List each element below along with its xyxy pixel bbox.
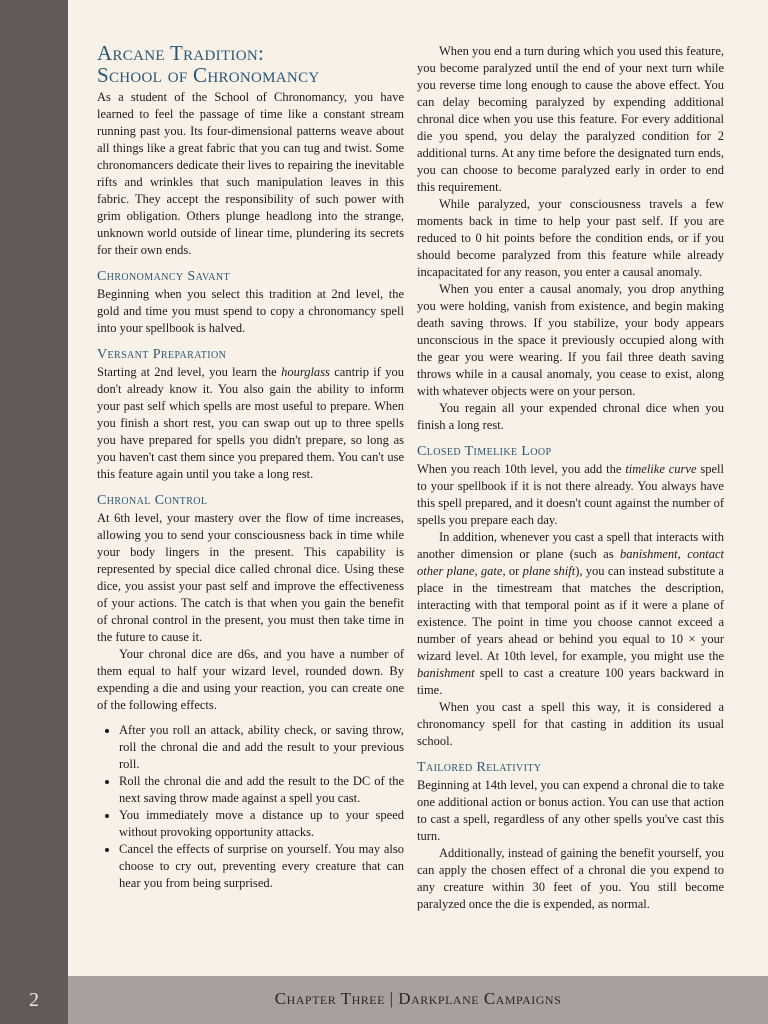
title-line-1: Arcane Tradition:: [97, 41, 265, 65]
page-number: 2: [29, 989, 39, 1011]
causal-anomaly-paragraph: When you enter a causal anomaly, you drop anything you were holding, vanish from existence, and begin making death saving throws. If you stabilize, your body appears unconscious in the space it previously occupied along with the gear you were wearing. If you fail three death saving throws while in a causal anomaly, you cease to exist, along with whatever objects were on your person.: [417, 282, 724, 398]
page-number-box: [0, 976, 68, 1024]
regain-paragraph: You regain all your expended chronal dice when you finish a long rest.: [417, 401, 724, 432]
section-title: [97, 42, 404, 86]
chronal-paragraph-1: At 6th level, your mastery over the flow of time increases, allowing you to send your consciousness back in time while your body lingers in the present. This capability is represented by special dice called chronal dice. Using these dice, you assist your past self and improve the effectiveness of your actions. The catch is that when you gain the benefit of chronal control in the present, you must then take time in the future to cause it.: [97, 511, 404, 644]
heading-tailored-relativity: Tailored Relativity: [417, 760, 542, 775]
list-item: • You immediately move a distance up to your speed without provoking opportunity attacks.: [119, 807, 404, 841]
closed-paragraph-1: When you reach 10th level, you add the timelike curve spell to your spellbook if it is not there already. You always have this spell prepared, and it doesn't count against the number of spells you prepare each day.: [417, 462, 724, 527]
heading-versant-preparation: Versant Preparation: [97, 347, 227, 362]
list-item: • Cancel the effects of surprise on yourself. You may also choose to cry out, preventing every creature that can hear you from being surprised.: [119, 841, 404, 892]
title-line-2: School of Chronomancy: [97, 63, 320, 87]
chronal-paragraph-2: Your chronal dice are d6s, and you have a number of them equal to half your wizard level, rounded down. By expending a die and using your reaction, you can create one of the following effects.: [97, 647, 404, 712]
paralyzed-paragraph: When you end a turn during which you used this feature, you become paralyzed until the end of your next turn while you reverse time long enough to cause the above effect. You can delay becoming paralyzed by expending additional chronal dice when you use this feature. For every additional die you spend, you delay the paralyzed condition for 2 additional turns. At any time before the designated turn ends, you can choose to become paralyzed early in order to end this requirement.: [417, 44, 724, 194]
heading-chronomancy-savant: Chronomancy Savant: [97, 269, 231, 284]
page-footer: [0, 976, 768, 1024]
versant-paragraph: Starting at 2nd level, you learn the hourglass cantrip if you don't already know it. You also gain the ability to inform your past self which spells are most useful to prepare. When you finish a short rest, you can swap out up to three spells you have prepared for spells you didn't prepare, so long as you haven't cast them since you prepared them. You can't use this feature again until you take a long rest.: [97, 365, 404, 481]
intro-paragraph: As a student of the School of Chronomancy, you have learned to feel the passage of time like a constant stream running past you. Its four-dimensional patterns weave about all things like a great fabric that you can tug and twist. Some chronomancers dedicate their lives to repairing the inevitable rifts and wrinkles that such manipulation leaves in this fabric. They accept the responsibility of such power with grim obligation. Others plunge headlong into the strange, unknown world outside of linear time, plundering its secrets for their own ends.: [97, 90, 404, 257]
heading-chronal-control: Chronal Control: [97, 493, 208, 508]
closed-paragraph-2: In addition, whenever you cast a spell that interacts with another dimension or plane (such as banishment, contact other plane, gate, or plane shift), you can instead substitute a place in the timestream that matches the description, interacting with that temporal point as if it were a plane of existence. The point in time you choose cannot exceed a number of years ahead or behind you equal to 10 × your wizard level. At 10th level, for example, you might use the banishment spell to cast a creature 100 years backward in time.: [417, 530, 724, 697]
chronal-effects-list: [97, 722, 404, 892]
left-column: [97, 42, 404, 892]
left-sidebar-band: [0, 0, 68, 1024]
list-item: • After you roll an attack, ability check, or saving throw, roll the chronal die and add the result to your previous roll.: [119, 722, 404, 773]
heading-closed-timelike-loop: Closed Timelike Loop: [417, 444, 552, 459]
savant-paragraph: Beginning when you select this tradition at 2nd level, the gold and time you must spend to copy a chronomancy spell into your spellbook is halved.: [97, 287, 404, 335]
list-item: • Roll the chronal die and add the result to the DC of the next saving throw made against a spell you cast.: [119, 773, 404, 807]
tailored-paragraph-2: Additionally, instead of gaining the benefit yourself, you can apply the chosen effect of a chronal die you expend to any creature within 30 feet of you. You still become paralyzed once the die is expended, as normal.: [417, 846, 724, 911]
tailored-paragraph-1: Beginning at 14th level, you can expend a chronal die to take one additional action or bonus action. You can use that action to cast a spell, regardless of any other spells you've cast this turn.: [417, 778, 724, 843]
consciousness-paragraph: While paralyzed, your consciousness travels a few moments back in time to help your past self. If you are reduced to 0 hit points before the condition ends, or if you should become paralyzed from this feature while already incapacitated for any reason, you enter a causal anomaly.: [417, 197, 724, 279]
right-column: [417, 43, 724, 913]
chapter-title: Chapter Three | Darkplane Campaigns: [274, 989, 562, 1008]
closed-paragraph-3: When you cast a spell this way, it is considered a chronomancy spell for that casting in addition its usual school.: [417, 700, 724, 748]
